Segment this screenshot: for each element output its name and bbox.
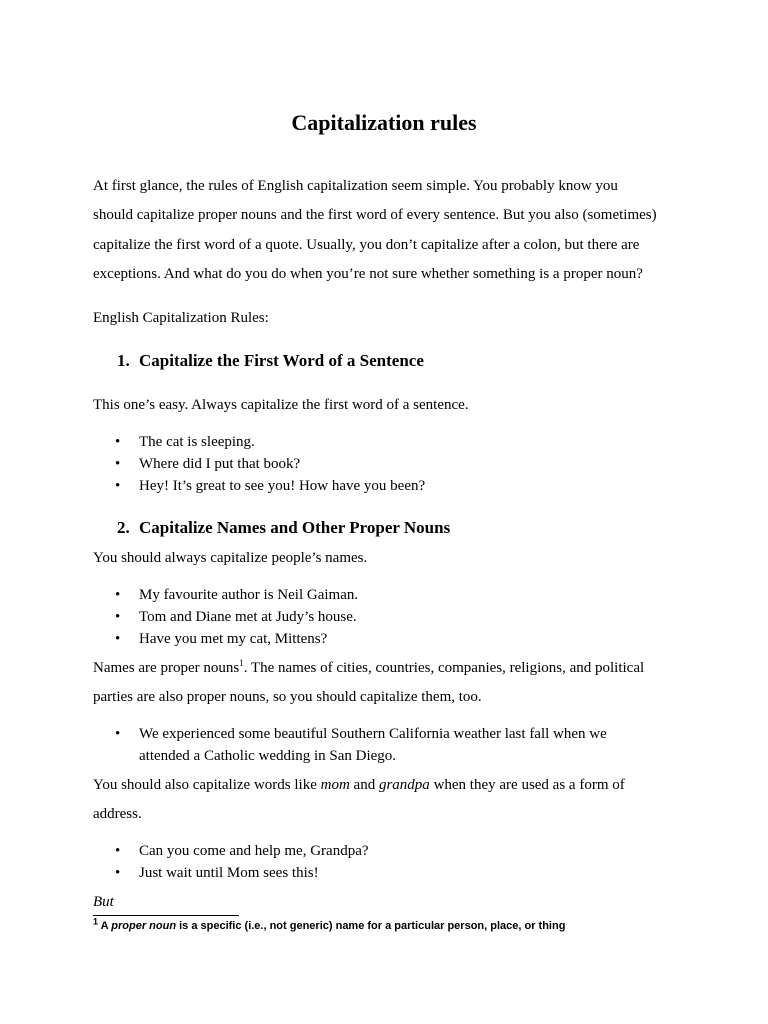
address-text: and bbox=[349, 777, 379, 793]
proper-nouns-text: Names are proper nouns bbox=[93, 660, 240, 676]
intro-line: At first glance, the rules of English capitalization seem simple. You probably know you bbox=[93, 178, 618, 194]
bullet-icon: • bbox=[115, 478, 121, 494]
proper-nouns-paragraph bbox=[93, 660, 644, 677]
footnote-reference[interactable]: 1 bbox=[239, 658, 244, 668]
bullet-icon: • bbox=[115, 434, 121, 450]
bullet-icon: • bbox=[115, 726, 121, 742]
footnote-number: 1 bbox=[93, 916, 99, 927]
address-text: You should also capitalize words like bbox=[93, 777, 321, 793]
proper-nouns-line-2: parties are also proper nouns, so you should capitalize them, too. bbox=[93, 689, 482, 705]
list-item: Can you come and help me, Grandpa? bbox=[139, 843, 369, 859]
address-line-2: address. bbox=[93, 806, 142, 822]
footnote-text: is a specific (i.e., not generic) name for a particular person, place, or thing bbox=[176, 920, 566, 932]
section-1-text: This one’s easy. Always capitalize the first word of a sentence. bbox=[93, 397, 469, 413]
rules-heading: English Capitalization Rules: bbox=[93, 310, 269, 326]
section-2-heading: Capitalize Names and Other Proper Nouns bbox=[139, 518, 451, 537]
section-2-text: You should always capitalize people’s names. bbox=[93, 550, 368, 566]
footnote-divider bbox=[93, 915, 239, 916]
address-paragraph bbox=[93, 777, 625, 794]
footnote-term: proper noun bbox=[111, 920, 177, 932]
address-mom: mom bbox=[320, 777, 350, 793]
address-grandpa: grandpa bbox=[378, 777, 430, 793]
list-item-continuation: attended a Catholic wedding in San Diego. bbox=[139, 748, 397, 764]
list-item: Hey! It’s great to see you! How have you been? bbox=[139, 478, 426, 494]
bullet-icon: • bbox=[115, 865, 121, 881]
intro-line: exceptions. And what do you do when you’re not sure whether something is a proper noun? bbox=[93, 266, 643, 282]
list-item: The cat is sleeping. bbox=[139, 434, 255, 450]
section-1-heading: Capitalize the First Word of a Sentence bbox=[139, 351, 424, 370]
intro-line: should capitalize proper nouns and the first word of every sentence. But you also (sometimes) bbox=[93, 207, 657, 223]
bullet-icon: • bbox=[115, 587, 121, 603]
bullet-icon: • bbox=[115, 456, 121, 472]
section-1-number: 1. bbox=[117, 351, 130, 370]
footnote-text: A bbox=[98, 920, 112, 932]
list-item: We experienced some beautiful Southern California weather last fall when we bbox=[139, 726, 607, 742]
list-item: Tom and Diane met at Judy’s house. bbox=[139, 609, 357, 625]
list-item: Where did I put that book? bbox=[139, 456, 301, 472]
list-item: My favourite author is Neil Gaiman. bbox=[139, 587, 359, 603]
footnote bbox=[93, 916, 566, 932]
bullet-icon: • bbox=[115, 631, 121, 647]
intro-line: capitalize the first word of a quote. Usually, you don’t capitalize after a colon, but there are bbox=[93, 237, 640, 253]
section-2-number: 2. bbox=[117, 518, 130, 537]
list-item: Have you met my cat, Mittens? bbox=[139, 631, 328, 647]
page-title: Capitalization rules bbox=[291, 110, 477, 135]
bullet-icon: • bbox=[115, 843, 121, 859]
bullet-icon: • bbox=[115, 609, 121, 625]
address-text: when they are used as a form of bbox=[429, 777, 625, 793]
list-item: Just wait until Mom sees this! bbox=[139, 865, 319, 881]
proper-nouns-text: . The names of cities, countries, companies, religions, and political bbox=[243, 660, 645, 676]
but-text: But bbox=[93, 894, 114, 910]
